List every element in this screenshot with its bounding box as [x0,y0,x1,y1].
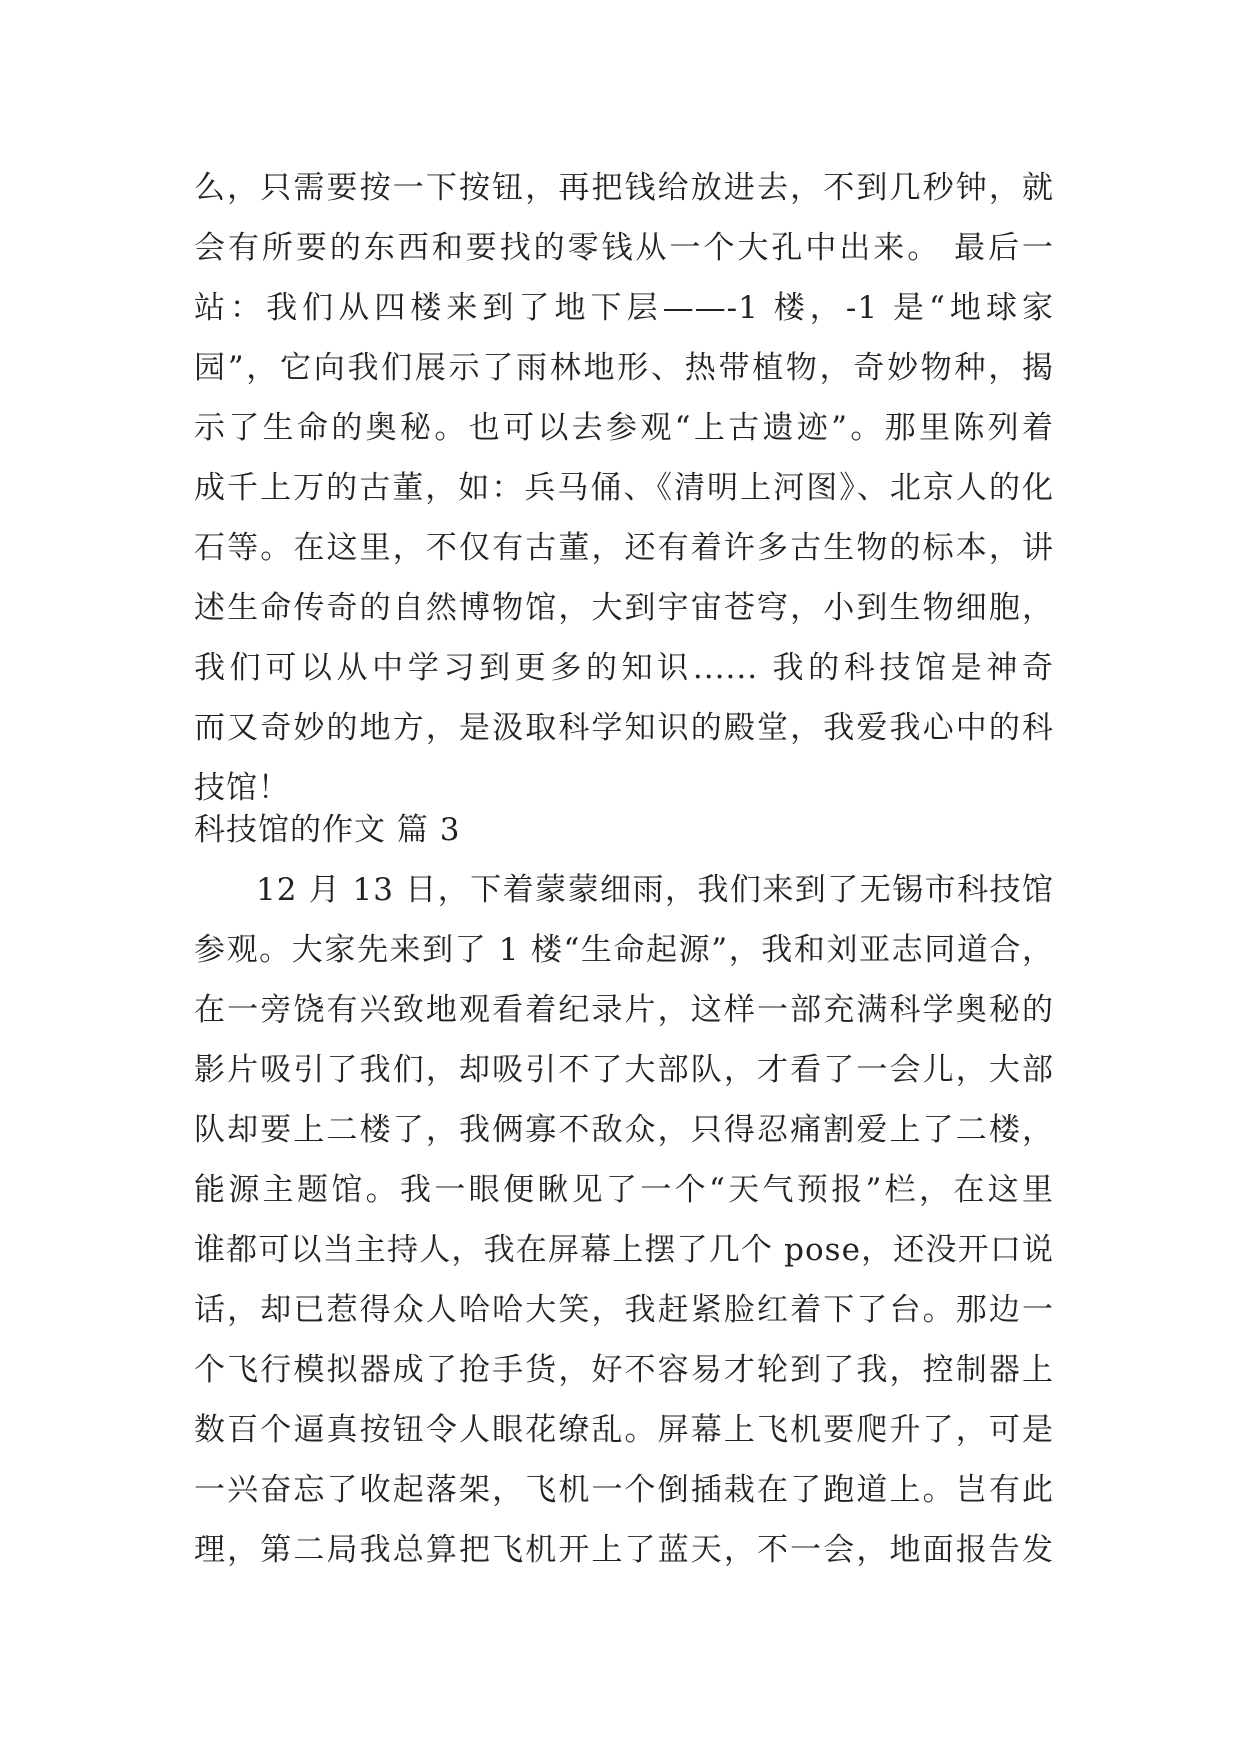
text-line: 在一旁饶有兴致地观看着纪录片，这样一部充满科学奥秘的 [194,992,1054,1028]
text-line: 技馆！ [194,770,290,806]
text-line: 会有所要的东西和要找的零钱从一个大孔中出来。 最后一 [194,230,1054,266]
text-line: 示了生命的奥秘。也可以去参观“上古遗迹”。那里陈列着 [194,410,1054,446]
section-heading: 科技馆的作文 篇 3 [194,812,461,848]
text-line: 个飞行模拟器成了抢手货，好不容易才轮到了我，控制器上 [194,1352,1054,1388]
text-line: 石等。在这里，不仅有古董，还有着许多古生物的标本，讲 [194,530,1054,566]
text-line: 理，第二局我总算把飞机开上了蓝天，不一会，地面报告发 [194,1532,1054,1568]
text-line: 参观。大家先来到了 1 楼“生命起源”，我和刘亚志同道合， [194,932,1054,968]
text-line: 12 月 13 日，下着蒙蒙细雨，我们来到了无锡市科技馆 [256,872,1054,908]
text-line: 话，却已惹得众人哈哈大笑，我赶紧脸红着下了台。那边一 [194,1292,1054,1328]
text-line: 数百个逼真按钮令人眼花缭乱。屏幕上飞机要爬升了，可是 [194,1412,1054,1448]
text-line: 站：我们从四楼来到了地下层——-1 楼，-1 是“地球家 [194,290,1054,326]
text-line: 我们可以从中学习到更多的知识...... 我的科技馆是神奇 [194,650,1054,686]
text-line: 而又奇妙的地方，是汲取科学知识的殿堂，我爱我心中的科 [194,710,1054,746]
text-line: 成千上万的古董，如：兵马俑、《清明上河图》、北京人的化 [194,470,1054,506]
text-line: 队却要上二楼了，我俩寡不敌众，只得忍痛割爱上了二楼， [194,1112,1054,1148]
paragraph-essay-3 [194,860,1054,1580]
text-line: 影片吸引了我们，却吸引不了大部队，才看了一会儿，大部 [194,1052,1054,1088]
text-line: 谁都可以当主持人，我在屏幕上摆了几个 pose，还没开口说 [194,1232,1054,1268]
text-line: 么，只需要按一下按钮，再把钱给放进去，不到几秒钟，就 [194,170,1054,206]
paragraph-continued [194,158,1054,818]
text-line: 能源主题馆。我一眼便瞅见了一个“天气预报”栏，在这里 [194,1172,1054,1208]
text-line: 一兴奋忘了收起落架，飞机一个倒插栽在了跑道上。岂有此 [194,1472,1054,1508]
text-line: 述生命传奇的自然博物馆，大到宇宙苍穹，小到生物细胞， [194,590,1054,626]
text-line: 园”，它向我们展示了雨林地形、热带植物，奇妙物种，揭 [194,350,1054,386]
